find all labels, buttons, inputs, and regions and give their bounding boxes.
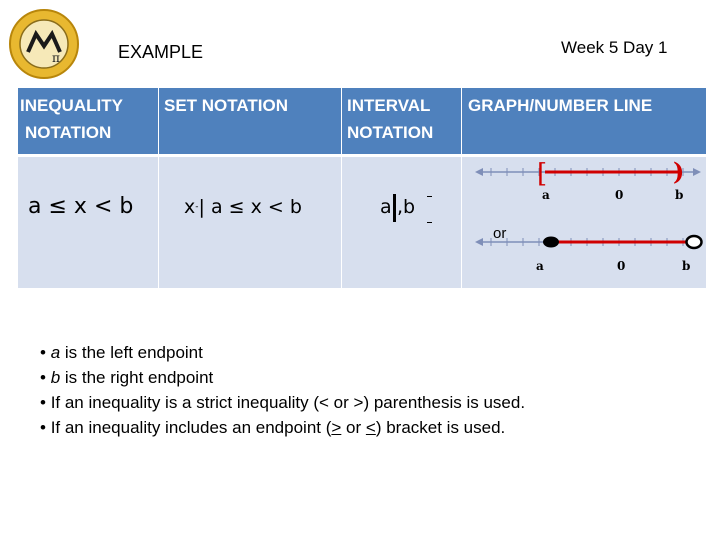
header-set-label: SET NOTATION: [164, 96, 289, 115]
set-x2: x: [250, 196, 262, 218]
example-title: EXAMPLE: [118, 42, 204, 62]
header-divider: [18, 154, 706, 157]
header-inequality-line1: INEQUALITY: [20, 96, 123, 115]
number-line-1-right-arrow: [693, 168, 701, 176]
bullet-4-le: <: [365, 418, 376, 437]
header-set-notation: [158, 88, 341, 154]
header-graph-label: GRAPH/NUMBER LINE: [468, 96, 653, 115]
interval-expression-rest: [397, 196, 415, 218]
bullet-1-variable: a: [50, 343, 61, 362]
ineq-lt: <: [93, 194, 113, 219]
bullet-2-text: is the right endpoint: [60, 368, 214, 387]
interval-a: a: [380, 196, 392, 218]
ineq-a: a: [28, 194, 42, 219]
number-line-1-right-paren: ): [673, 157, 685, 186]
set-x: x: [184, 196, 196, 218]
set-bar: |: [198, 196, 205, 218]
bullet-4-mid: or: [341, 418, 366, 437]
bullet-4-ge: >: [331, 418, 342, 437]
department-logo: [8, 8, 80, 80]
number-line-2-closed-dot: [543, 237, 559, 248]
bullet-2-variable: b: [50, 368, 61, 387]
number-line-2: [475, 236, 702, 273]
column-divider-2: [341, 88, 342, 288]
bullet-item-strict-inequality: • If an inequality is a strict inequality (< or >) parenthesis is used.: [40, 393, 526, 412]
interval-expression: [380, 196, 392, 218]
column-divider-1: [158, 88, 159, 288]
bullet-3-text: If an inequality is a strict inequality (< or >) parenthesis is used.: [50, 393, 526, 412]
number-line-1-left-bracket: [: [537, 159, 548, 189]
header-interval-line2: NOTATION: [347, 123, 434, 142]
header-interval-notation: [341, 88, 461, 154]
number-line-1: [475, 157, 701, 202]
header-inequality-line2: NOTATION: [25, 123, 112, 142]
week-label: Week 5 Day 1: [561, 38, 668, 57]
bullet-list: [40, 340, 525, 440]
interval-bottom-mark: [427, 222, 432, 223]
interval-top-mark: [427, 196, 432, 197]
number-line-2-left-arrow: [475, 238, 483, 246]
number-line-1-label-a: a: [542, 188, 550, 202]
example-row: [18, 154, 706, 288]
set-le: ≤: [228, 196, 245, 218]
or-label: or: [493, 225, 507, 242]
number-line-2-label-0: 0: [617, 259, 626, 273]
number-line-2-label-a: a: [536, 259, 544, 273]
interval-b: b: [403, 196, 416, 218]
bullet-4-pre: If an inequality includes an endpoint (: [50, 418, 332, 437]
inequality-expression: [28, 194, 133, 219]
notation-table: [18, 88, 706, 288]
bullet-1-text: is the left endpoint: [60, 343, 203, 362]
number-line-2-open-dot: [687, 236, 702, 248]
header-graph-number-line: [461, 88, 706, 154]
number-line-1-left-arrow: [475, 168, 483, 176]
number-line-1-label-b: b: [675, 188, 684, 202]
column-divider-3: [461, 88, 462, 288]
number-line-2-label-b: b: [682, 259, 691, 273]
ineq-x: x: [73, 194, 87, 219]
bullet-item-right-endpoint: • b is the right endpoint: [40, 368, 214, 387]
set-expression: x-| a ≤ x < b: [184, 196, 302, 218]
set-lt: <: [267, 196, 284, 218]
interval-comma: ,: [397, 196, 404, 218]
header-inequality-notation: [18, 88, 158, 154]
bullet-item-left-endpoint: • a is the left endpoint: [40, 343, 203, 362]
number-line-1-label-0: 0: [615, 188, 624, 202]
set-b: b: [289, 196, 302, 218]
svg-text:π: π: [52, 51, 60, 65]
interval-bracket: [393, 194, 396, 222]
ineq-le: ≤: [48, 194, 67, 219]
bullet-4-post: ) bracket is used.: [375, 418, 506, 437]
number-line-graphs: [461, 154, 706, 288]
header-interval-line1: INTERVAL: [347, 96, 431, 115]
ineq-b: b: [119, 194, 134, 219]
bullet-item-includes-endpoint: • If an inequality includes an endpoint (> or <) bracket is used.: [40, 418, 506, 437]
set-a: a: [210, 196, 223, 218]
